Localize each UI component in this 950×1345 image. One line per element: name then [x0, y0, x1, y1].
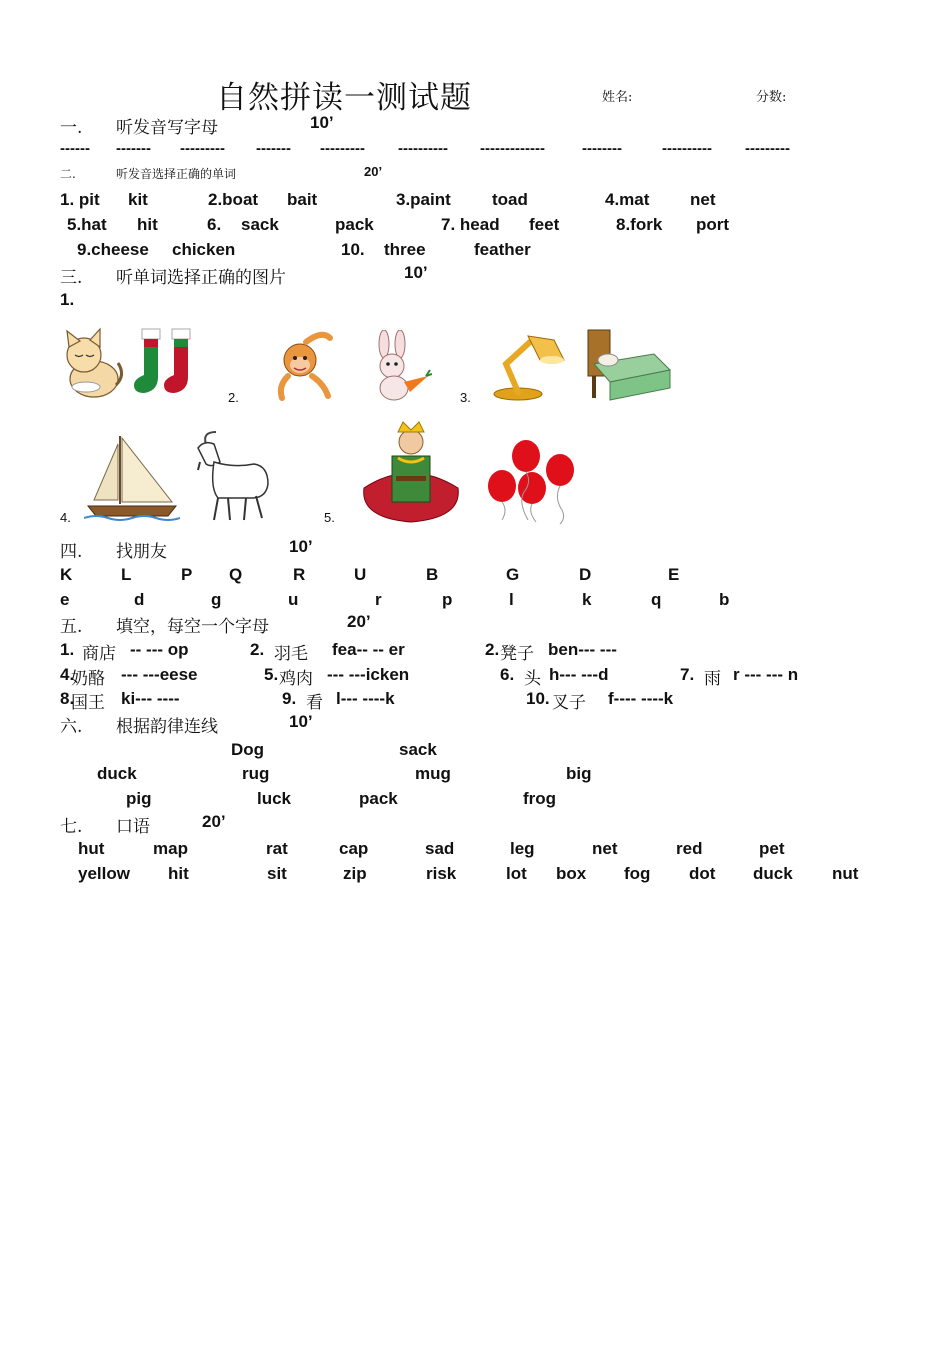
- oral-word[interactable]: leg: [510, 839, 535, 858]
- oral-word[interactable]: zip: [343, 864, 367, 883]
- rhyme-word[interactable]: Dog: [231, 740, 265, 759]
- blank-line[interactable]: ---------: [180, 140, 225, 157]
- word-option[interactable]: bait: [287, 190, 318, 209]
- blank-line[interactable]: -------: [116, 140, 151, 157]
- letter-lower[interactable]: g: [211, 590, 222, 609]
- section-2-label: 二.: [60, 167, 76, 181]
- blank-line[interactable]: --------: [582, 140, 622, 157]
- word-option[interactable]: 1. pit: [60, 190, 100, 209]
- fill-blank[interactable]: --- ---icken: [327, 665, 410, 684]
- oral-word[interactable]: net: [592, 839, 618, 858]
- goat-icon[interactable]: [184, 430, 276, 522]
- section-7-score: 20’: [202, 812, 226, 831]
- section-5-score: 20’: [347, 612, 371, 631]
- item-number: 10.: [526, 689, 550, 708]
- letter-lower[interactable]: d: [134, 590, 145, 609]
- oral-word[interactable]: map: [153, 839, 188, 858]
- oral-word[interactable]: red: [676, 839, 703, 858]
- question-number: 3.: [460, 390, 471, 405]
- letter-upper[interactable]: L: [121, 565, 132, 584]
- word-option[interactable]: net: [690, 190, 716, 209]
- section-3-label: 三.: [60, 268, 83, 288]
- fill-blank[interactable]: f---- ----k: [608, 689, 674, 708]
- letter-lower[interactable]: r: [375, 590, 382, 609]
- fill-blank[interactable]: h--- ---d: [549, 665, 609, 684]
- word-option[interactable]: kit: [128, 190, 148, 209]
- letter-lower[interactable]: u: [288, 590, 299, 609]
- hint-word: 鸡肉: [279, 669, 313, 689]
- question-number: 5.: [324, 510, 335, 525]
- oral-word[interactable]: duck: [753, 864, 793, 883]
- rhyme-word[interactable]: sack: [399, 740, 437, 759]
- fill-blank[interactable]: ben--- ---: [548, 640, 617, 659]
- hint-word: 奶酪: [71, 669, 105, 689]
- oral-word[interactable]: rat: [266, 839, 288, 858]
- letter-upper[interactable]: K: [60, 565, 73, 584]
- hint-word: 羽毛: [274, 644, 308, 664]
- oral-word[interactable]: lot: [506, 864, 527, 883]
- section-6-heading: 根据韵律连线: [116, 717, 218, 737]
- letter-upper[interactable]: R: [293, 565, 306, 584]
- item-number: 9.: [282, 689, 297, 708]
- rhyme-word[interactable]: duck: [97, 764, 137, 783]
- item-number: 1.: [60, 640, 75, 659]
- hint-word: 看: [306, 693, 323, 713]
- fill-blank[interactable]: l--- ----k: [336, 689, 395, 708]
- hint-word: 商店: [82, 644, 116, 664]
- oral-word[interactable]: hut: [78, 839, 105, 858]
- section-1-label: 一.: [60, 118, 83, 138]
- blank-line[interactable]: ----------: [398, 140, 448, 157]
- oral-word[interactable]: box: [556, 864, 587, 883]
- section-7-label: 七.: [60, 817, 83, 837]
- word-option[interactable]: three: [384, 240, 426, 259]
- letter-lower[interactable]: k: [582, 590, 592, 609]
- blank-line[interactable]: -------------: [480, 140, 545, 157]
- rhyme-word[interactable]: luck: [257, 789, 292, 808]
- blank-line[interactable]: ------: [60, 140, 90, 157]
- blank-line[interactable]: ---------: [745, 140, 790, 157]
- fill-blank[interactable]: ki--- ----: [121, 689, 180, 708]
- rhyme-word[interactable]: big: [566, 764, 592, 783]
- rhyme-word[interactable]: rug: [242, 764, 270, 783]
- word-option[interactable]: 7. head: [441, 215, 500, 234]
- item-number: 10.: [341, 240, 365, 259]
- oral-word[interactable]: hit: [168, 864, 189, 883]
- oral-word[interactable]: risk: [426, 864, 457, 883]
- section-3-score: 10’: [404, 263, 428, 282]
- word-option[interactable]: toad: [492, 190, 528, 209]
- letter-lower[interactable]: b: [719, 590, 730, 609]
- word-option[interactable]: 8.fork: [616, 215, 663, 234]
- letter-upper[interactable]: E: [668, 565, 680, 584]
- word-option[interactable]: 9.cheese: [77, 240, 149, 259]
- oral-word[interactable]: sit: [267, 864, 287, 883]
- word-option[interactable]: hit: [137, 215, 158, 234]
- blank-line[interactable]: ----------: [662, 140, 712, 157]
- hint-word: 雨: [704, 669, 721, 689]
- item-number: 7.: [680, 665, 695, 684]
- section-6-score: 10’: [289, 712, 313, 731]
- fill-blank[interactable]: r --- --- n: [733, 665, 799, 684]
- letter-upper[interactable]: G: [506, 565, 520, 584]
- page-title: 自然拼读一测试题: [216, 80, 472, 116]
- section-2-score: 20’: [364, 164, 383, 179]
- section-1-score: 10’: [310, 113, 334, 132]
- letter-upper[interactable]: Q: [229, 565, 243, 584]
- king-icon[interactable]: [358, 418, 464, 524]
- letter-upper[interactable]: P: [181, 565, 193, 584]
- letter-lower[interactable]: q: [651, 590, 662, 609]
- hint-word: 凳子: [500, 644, 534, 664]
- bed-icon[interactable]: [584, 324, 674, 404]
- rhyme-word[interactable]: mug: [415, 764, 451, 783]
- oral-word[interactable]: fog: [624, 864, 651, 883]
- letter-lower[interactable]: e: [60, 590, 70, 609]
- section-1-heading: 听发音写字母: [116, 118, 218, 138]
- word-option[interactable]: 5.hat: [67, 215, 107, 234]
- letter-upper[interactable]: U: [354, 565, 367, 584]
- item-number: 6.: [207, 215, 222, 234]
- name-label: 姓名:: [602, 90, 633, 105]
- oral-word[interactable]: sad: [425, 839, 455, 858]
- section-4-heading: 找朋友: [116, 542, 167, 562]
- rhyme-word[interactable]: pack: [359, 789, 398, 808]
- letter-upper[interactable]: D: [579, 565, 592, 584]
- section-7-heading: 口语: [116, 817, 150, 837]
- item-number: 5.: [264, 665, 279, 684]
- hint-word: 头: [524, 669, 541, 689]
- socks-icon[interactable]: [128, 323, 208, 403]
- word-option[interactable]: port: [696, 215, 730, 234]
- blank-line[interactable]: -------: [256, 140, 291, 157]
- oral-word[interactable]: nut: [832, 864, 859, 883]
- item-number: 2.: [250, 640, 265, 659]
- cat-icon[interactable]: [58, 325, 124, 403]
- sailboat-icon[interactable]: [84, 430, 180, 522]
- hint-word: 叉子: [552, 693, 586, 713]
- section-5-label: 五.: [60, 617, 83, 637]
- fill-blank[interactable]: fea-- -- er: [332, 640, 405, 659]
- blank-line[interactable]: ---------: [320, 140, 365, 157]
- question-number: 4.: [60, 510, 71, 525]
- item-number: 4.: [60, 665, 75, 684]
- section-4-label: 四.: [60, 542, 83, 562]
- word-option[interactable]: feet: [529, 215, 560, 234]
- oral-word[interactable]: cap: [339, 839, 369, 858]
- question-number: 2.: [228, 390, 239, 405]
- section-2-heading: 听发音选择正确的单词: [116, 167, 237, 181]
- fill-blank[interactable]: -- --- op: [130, 640, 189, 659]
- word-option[interactable]: chicken: [172, 240, 236, 259]
- word-option[interactable]: feather: [474, 240, 531, 259]
- rabbit-icon[interactable]: [360, 330, 432, 402]
- rhyme-word[interactable]: pig: [126, 789, 152, 808]
- monkey-icon[interactable]: [270, 330, 340, 402]
- hint-word: 国王: [71, 693, 105, 713]
- section-5-heading: 填空，每空一个字母: [116, 617, 269, 637]
- oral-word[interactable]: pet: [759, 839, 785, 858]
- section-4-score: 10’: [289, 537, 313, 556]
- letter-lower[interactable]: p: [442, 590, 453, 609]
- oral-word[interactable]: dot: [689, 864, 716, 883]
- question-number: 1.: [60, 290, 75, 309]
- section-6-label: 六.: [60, 717, 83, 737]
- item-number: 2.: [485, 640, 500, 659]
- balloons-icon[interactable]: [482, 436, 580, 526]
- item-number: 8.: [60, 689, 75, 708]
- oral-word[interactable]: yellow: [78, 864, 130, 883]
- lamp-icon[interactable]: [484, 330, 570, 402]
- letter-lower[interactable]: l: [509, 590, 514, 609]
- word-option[interactable]: pack: [335, 215, 374, 234]
- fill-blank[interactable]: --- ---eese: [121, 665, 198, 684]
- rhyme-word[interactable]: frog: [523, 789, 557, 808]
- section-3-heading: 听单词选择正确的图片: [116, 268, 286, 288]
- item-number: 6.: [500, 665, 515, 684]
- word-option[interactable]: 2.boat: [208, 190, 259, 209]
- word-option[interactable]: 4.mat: [605, 190, 650, 209]
- score-label: 分数:: [756, 90, 787, 105]
- word-option[interactable]: 3.paint: [396, 190, 451, 209]
- letter-upper[interactable]: B: [426, 565, 439, 584]
- word-option[interactable]: sack: [241, 215, 279, 234]
